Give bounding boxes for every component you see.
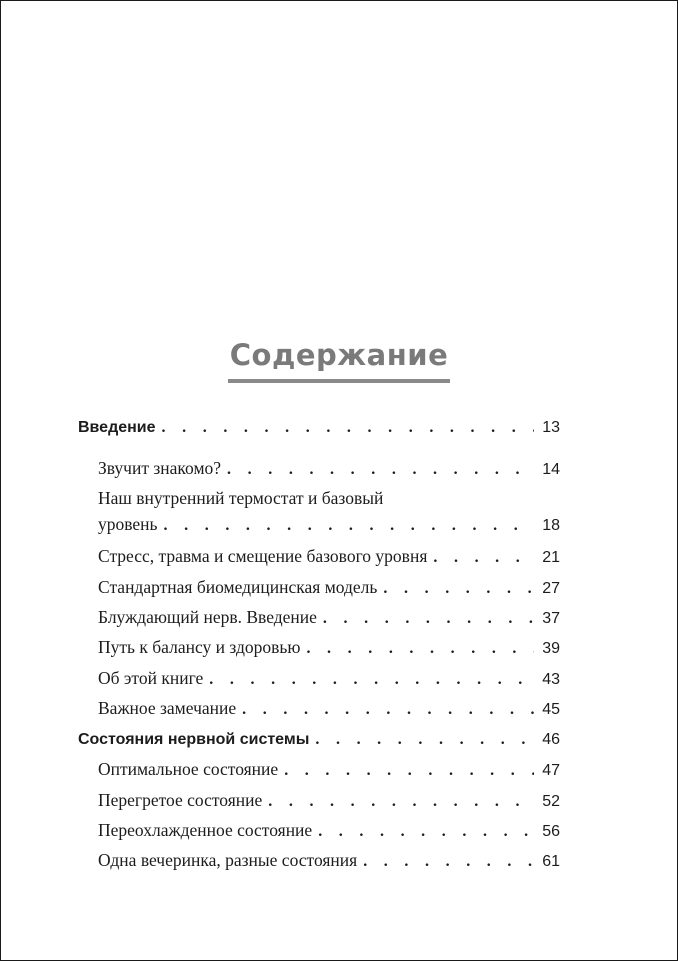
toc-item[interactable]: [98, 576, 560, 600]
toc-item-label: Путь к балансу и здоровью: [98, 637, 301, 657]
toc-page-number: 18: [542, 517, 560, 534]
toc-leader-dots: [242, 699, 534, 721]
toc-page-number: 45: [542, 701, 560, 718]
toc-item[interactable]: [98, 513, 560, 537]
toc-item[interactable]: [98, 819, 560, 843]
toc-item[interactable]: [98, 789, 560, 813]
toc-item-label: Перегретое состояние: [98, 790, 263, 810]
toc-section-label: Введение: [78, 419, 156, 436]
toc-item[interactable]: [98, 545, 560, 569]
toc-item-label-line1[interactable]: Наш внутренний термостат и базовый: [98, 488, 384, 508]
toc-leader-dots: [209, 669, 534, 691]
toc-page-number: 13: [542, 419, 560, 436]
toc-item[interactable]: [98, 606, 560, 630]
toc-leader-dots: [306, 638, 534, 660]
page-title: Содержание: [228, 337, 451, 383]
toc-leader-dots: [164, 515, 534, 537]
toc-leader-dots: [318, 821, 534, 843]
toc-page-number: 52: [542, 793, 560, 810]
toc-page-number: 37: [542, 610, 560, 627]
toc-leader-dots: [315, 729, 534, 751]
toc-item[interactable]: [98, 697, 560, 721]
toc-item-label: Блуждающий нерв. Введение: [98, 607, 317, 627]
toc-page-number: 14: [542, 461, 560, 478]
toc-item[interactable]: [98, 758, 560, 782]
toc-page-number: 46: [542, 731, 560, 748]
toc-item[interactable]: [98, 667, 560, 691]
toc-page-number: 43: [542, 671, 560, 688]
toc-page-number: 27: [542, 580, 560, 597]
toc-leader-dots: [284, 760, 534, 782]
toc-leader-dots: [383, 578, 534, 600]
toc-page-number: 47: [542, 762, 560, 779]
toc-section-intro[interactable]: [78, 417, 560, 439]
toc-item-label: Оптимальное состояние: [98, 759, 279, 779]
toc-item-label: Об этой книге: [98, 668, 204, 688]
toc-leader-dots: [162, 417, 534, 439]
toc-section-label: Состояния нервной системы: [78, 731, 310, 748]
toc-item-label: Одна вечеринка, разные состояния: [98, 850, 358, 870]
toc-page-number: 21: [542, 549, 560, 566]
toc-leader-dots: [363, 851, 534, 873]
toc-leader-dots: [227, 459, 534, 481]
toc-leader-dots: [268, 791, 534, 813]
toc-leader-dots: [323, 608, 534, 630]
toc-item-label: Переохлажденное состояние: [98, 820, 313, 840]
toc-item-label: Звучит знакомо?: [98, 458, 222, 478]
toc-page-number: 39: [542, 640, 560, 657]
toc-page-number: 56: [542, 823, 560, 840]
title-wrap: [1, 337, 677, 383]
toc-section-states[interactable]: [78, 729, 560, 751]
toc-item-label: Стандартная биомедицинская модель: [98, 577, 378, 597]
toc-item-label: Важное замечание: [98, 698, 237, 718]
toc-page-number: 61: [542, 853, 560, 870]
toc-leader-dots: [433, 547, 534, 569]
toc-item[interactable]: [98, 457, 560, 481]
toc-item-label: Стресс, травма и смещение базового уровня: [98, 546, 428, 566]
toc-item[interactable]: [98, 636, 560, 660]
toc-item-label: уровень: [98, 514, 158, 534]
toc-item[interactable]: [98, 849, 560, 873]
